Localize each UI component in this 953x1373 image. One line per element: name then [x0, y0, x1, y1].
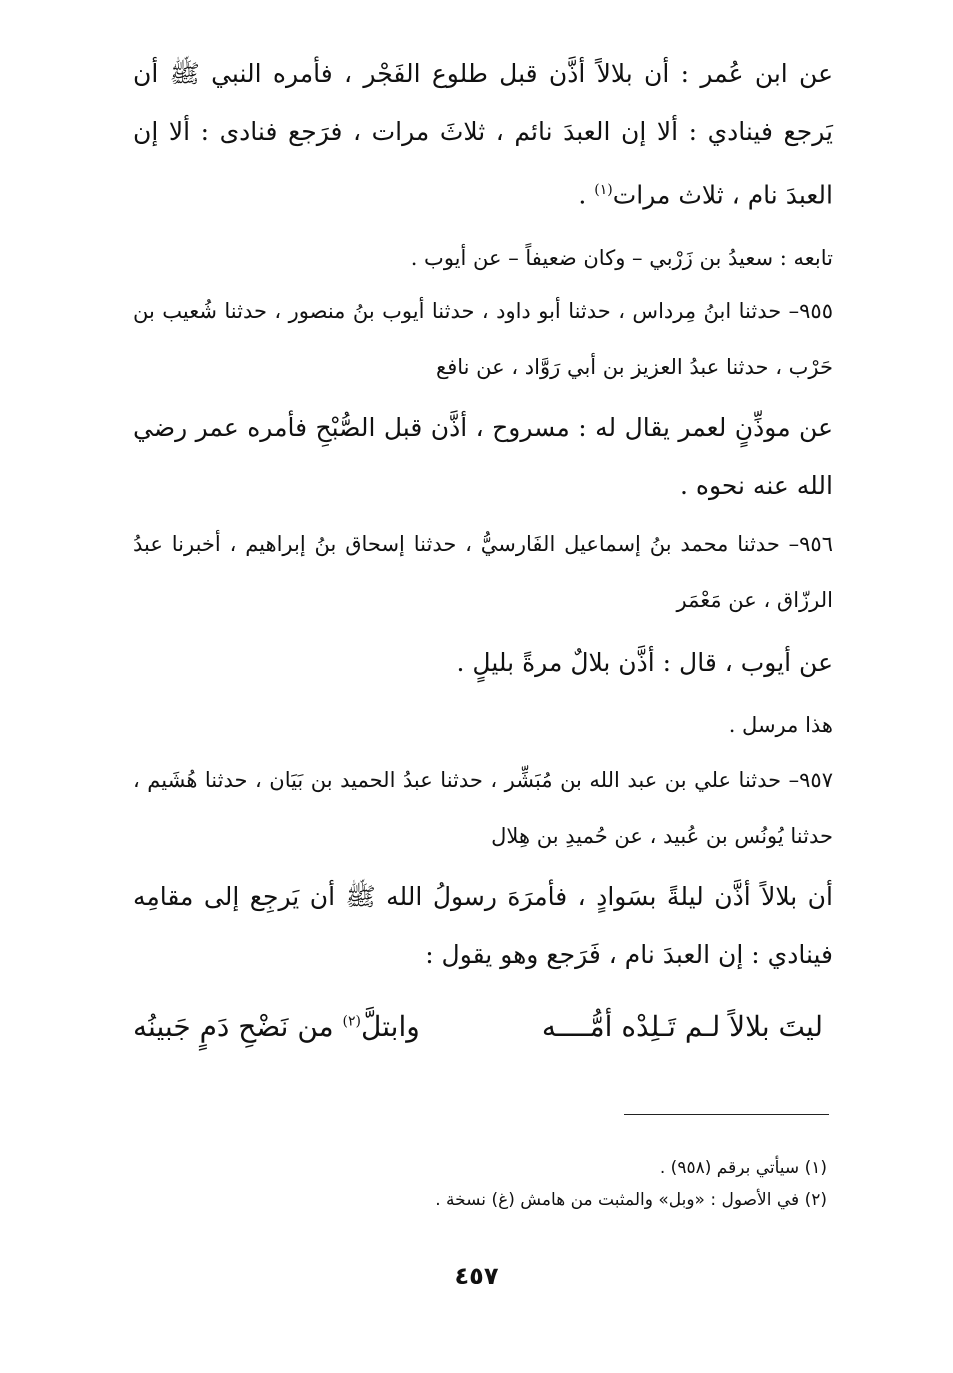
paragraph-isnad-955: ٩٥٥– حدثنا ابنُ مِرداس ، حدثنا أبو داود ، حدثنا أيوب بنُ منصور ، حدثنا شُعيب بن حَرْب ، حدثنا عبدُ العزيز بن أبي رَوَّاد ، عن نافع [133, 299, 833, 379]
paragraph-isnad-957: ٩٥٧– حدثنا علي بن عبد الله بن مُبَشِّر ، حدثنا عبدُ الحميد بن بَيَان ، حدثنا هُشَيم ، حدثنا يُونُس بن عُبيد ، عن حُميدِ بن هِلال [133, 768, 833, 848]
poem-hemistich-first: ليتَ بلالاً لـم تَـلِدْه أمُّــــه [541, 1010, 823, 1043]
paragraph-matn-957: أن بلالاً أذَّن ليلةً بسَوادٍ ، فأمرَهَ رسولُ الله ﷺ أن يَرجِع إلى مقامِه فينادي : إن العبدَ نام ، فَرَجع وهو يقول : [133, 882, 833, 969]
footnote-separator [624, 1114, 829, 1115]
paragraph-mutaba: تابعه : سعيدُ بن زَرْبي – وكان ضعيفاً – عن أيوب . [410, 246, 833, 270]
footnote-2: (٢) في الأصول : «وبل» والمثبت من هامش (غ) نسخة . [435, 1190, 827, 1210]
paragraph-matn-955: عن موذِّنٍ لعمر يقال له : مسروح ، أذَّن قبل الصُّبْحِ فأمره عمر رضي الله عنه نحوه . [133, 413, 833, 500]
poem-verse [133, 1010, 823, 1043]
paragraph-hadith-ibn-umar: عن ابن عُمر : أن بلالاً أذَّن قبل طلوع الفَجْر ، فأمره النبي ﷺ أن يَرجع فينادي : ألا إن العبدَ نائم ، ثلاثَ مرات ، فرَجع فنادى : ألا إن العبدَ نام ، ثلاث مرات$^{(١)}$ . [133, 59, 833, 210]
paragraph-matn-956: عن أيوب ، قال : أذَّن بلالٌ مرةً بليلٍ . [456, 648, 833, 677]
footnote-ref-2: (٢) [342, 1013, 362, 1030]
footnote-ref-1: (١) [594, 182, 613, 198]
paragraph-mursal-note: هذا مرسل . [728, 713, 833, 737]
poem-hemistich-second: وابتلَّ$^{(٢)}$ من نَضْحِ دَمٍ جَبينُه [133, 1010, 420, 1043]
paragraph-isnad-956: ٩٥٦– حدثنا محمد بنُ إسماعيل الفَارسيُّ ، حدثنا إسحاق بنُ إبراهيم ، أخبرنا عبدُ الرزّاق ، عن مَعْمَر [133, 532, 833, 612]
footnote-1: (١) سيأتي برقم (٩٥٨) . [659, 1158, 827, 1178]
page-number: ٤٥٧ [454, 1262, 499, 1290]
